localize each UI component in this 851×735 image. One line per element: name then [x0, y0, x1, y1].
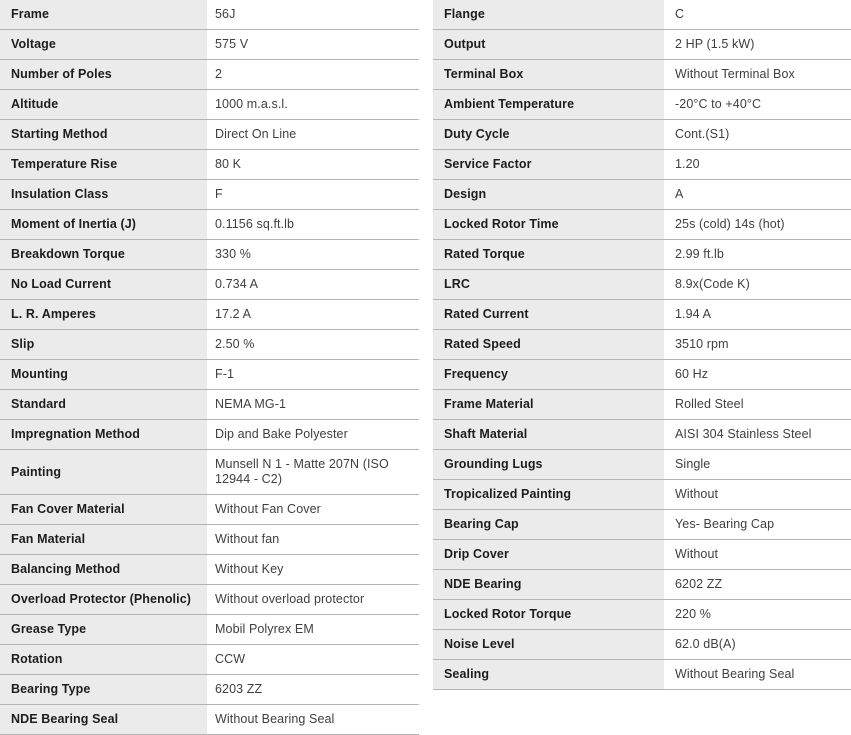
spec-row: [0, 90, 419, 120]
spec-value-cell: Without overload protector: [207, 585, 419, 615]
spec-label-cell: Bearing Cap: [433, 510, 664, 540]
spec-row: [433, 570, 851, 600]
spec-row: [433, 660, 851, 690]
spec-value-cell: F-1: [207, 360, 419, 390]
spec-row: [433, 30, 851, 60]
spec-value-cell: 56J: [207, 0, 419, 30]
spec-value-cell: Cont.(S1): [664, 120, 851, 150]
spec-label-cell: Insulation Class: [0, 180, 207, 210]
spec-value-cell: 0.1156 sq.ft.lb: [207, 210, 419, 240]
spec-label-cell: Moment of Inertia (J): [0, 210, 207, 240]
spec-label-cell: Breakdown Torque: [0, 240, 207, 270]
spec-value-cell: Without Terminal Box: [664, 60, 851, 90]
spec-table-right: [433, 0, 851, 690]
spec-row: [0, 585, 419, 615]
spec-row: [0, 150, 419, 180]
spec-row: [0, 30, 419, 60]
spec-row: [0, 420, 419, 450]
spec-label-cell: Overload Protector (Phenolic): [0, 585, 207, 615]
spec-value-cell: C: [664, 0, 851, 30]
spec-value-cell: F: [207, 180, 419, 210]
spec-label-cell: Sealing: [433, 660, 664, 690]
spec-label-cell: Frequency: [433, 360, 664, 390]
spec-label-cell: NDE Bearing: [433, 570, 664, 600]
spec-value-cell: 2 HP (1.5 kW): [664, 30, 851, 60]
spec-label-cell: Voltage: [0, 30, 207, 60]
spec-value-cell: 330 %: [207, 240, 419, 270]
spec-label-cell: Temperature Rise: [0, 150, 207, 180]
spec-label-cell: Flange: [433, 0, 664, 30]
spec-label-cell: Standard: [0, 390, 207, 420]
spec-label-cell: Painting: [0, 450, 207, 495]
spec-row: [0, 450, 419, 495]
spec-value-cell: Rolled Steel: [664, 390, 851, 420]
spec-row: [0, 0, 419, 30]
spec-label-cell: Bearing Type: [0, 675, 207, 705]
spec-label-cell: Grounding Lugs: [433, 450, 664, 480]
spec-row: [433, 390, 851, 420]
spec-row: [0, 300, 419, 330]
spec-row: [0, 180, 419, 210]
spec-value-cell: NEMA MG-1: [207, 390, 419, 420]
spec-label-cell: Fan Material: [0, 525, 207, 555]
spec-label-cell: Grease Type: [0, 615, 207, 645]
spec-value-cell: AISI 304 Stainless Steel: [664, 420, 851, 450]
spec-value-cell: Without Bearing Seal: [207, 705, 419, 735]
spec-value-cell: Without Key: [207, 555, 419, 585]
spec-value-cell: Without fan: [207, 525, 419, 555]
spec-value-cell: 62.0 dB(A): [664, 630, 851, 660]
spec-row: [0, 270, 419, 300]
spec-label-cell: Rated Speed: [433, 330, 664, 360]
spec-value-cell: Munsell N 1 - Matte 207N (ISO 12944 - C2): [207, 450, 419, 495]
spec-label-cell: LRC: [433, 270, 664, 300]
spec-label-cell: Duty Cycle: [433, 120, 664, 150]
spec-row: [433, 240, 851, 270]
spec-label-cell: Tropicalized Painting: [433, 480, 664, 510]
spec-row: [433, 360, 851, 390]
spec-row: [433, 300, 851, 330]
spec-label-cell: Fan Cover Material: [0, 495, 207, 525]
spec-value-cell: 1.20: [664, 150, 851, 180]
spec-label-cell: Altitude: [0, 90, 207, 120]
spec-value-cell: 0.734 A: [207, 270, 419, 300]
spec-value-cell: Direct On Line: [207, 120, 419, 150]
spec-label-cell: Starting Method: [0, 120, 207, 150]
spec-value-cell: Without Fan Cover: [207, 495, 419, 525]
spec-label-cell: Slip: [0, 330, 207, 360]
spec-value-cell: 220 %: [664, 600, 851, 630]
spec-value-cell: 17.2 A: [207, 300, 419, 330]
spec-value-cell: 6202 ZZ: [664, 570, 851, 600]
spec-label-cell: Shaft Material: [433, 420, 664, 450]
spec-label-cell: Service Factor: [433, 150, 664, 180]
spec-value-cell: 25s (cold) 14s (hot): [664, 210, 851, 240]
spec-value-cell: 2.99 ft.lb: [664, 240, 851, 270]
spec-row: [0, 675, 419, 705]
spec-value-cell: Without Bearing Seal: [664, 660, 851, 690]
spec-row: [433, 180, 851, 210]
spec-label-cell: Locked Rotor Torque: [433, 600, 664, 630]
spec-label-cell: L. R. Amperes: [0, 300, 207, 330]
spec-row: [433, 60, 851, 90]
spec-value-cell: Without: [664, 480, 851, 510]
spec-row: [433, 120, 851, 150]
spec-row: [433, 270, 851, 300]
spec-row: [433, 540, 851, 570]
spec-label-cell: Rotation: [0, 645, 207, 675]
spec-value-cell: Mobil Polyrex EM: [207, 615, 419, 645]
spec-value-cell: 1.94 A: [664, 300, 851, 330]
spec-row: [0, 495, 419, 525]
spec-value-cell: 3510 rpm: [664, 330, 851, 360]
spec-value-cell: 1000 m.a.s.l.: [207, 90, 419, 120]
spec-label-cell: Rated Torque: [433, 240, 664, 270]
spec-label-cell: Frame: [0, 0, 207, 30]
spec-value-cell: CCW: [207, 645, 419, 675]
spec-label-cell: Frame Material: [433, 390, 664, 420]
spec-label-cell: Design: [433, 180, 664, 210]
spec-row: [433, 330, 851, 360]
spec-row: [433, 90, 851, 120]
spec-row: [0, 390, 419, 420]
spec-table-left-body: [0, 0, 419, 735]
spec-row: [433, 600, 851, 630]
spec-row: [0, 555, 419, 585]
spec-row: [0, 120, 419, 150]
spec-table-left: [0, 0, 419, 735]
spec-row: [433, 630, 851, 660]
spec-label-cell: Number of Poles: [0, 60, 207, 90]
spec-value-cell: A: [664, 180, 851, 210]
spec-label-cell: Terminal Box: [433, 60, 664, 90]
spec-row: [0, 60, 419, 90]
spec-label-cell: No Load Current: [0, 270, 207, 300]
spec-label-cell: NDE Bearing Seal: [0, 705, 207, 735]
spec-row: [0, 525, 419, 555]
spec-row: [433, 420, 851, 450]
spec-row: [0, 645, 419, 675]
spec-row: [433, 480, 851, 510]
spec-row: [0, 240, 419, 270]
spec-row: [0, 705, 419, 735]
spec-row: [433, 150, 851, 180]
spec-value-cell: Without: [664, 540, 851, 570]
spec-value-cell: 8.9x(Code K): [664, 270, 851, 300]
spec-value-cell: 6203 ZZ: [207, 675, 419, 705]
spec-row: [433, 510, 851, 540]
spec-label-cell: Impregnation Method: [0, 420, 207, 450]
spec-value-cell: 575 V: [207, 30, 419, 60]
spec-label-cell: Balancing Method: [0, 555, 207, 585]
spec-row: [0, 360, 419, 390]
spec-value-cell: Single: [664, 450, 851, 480]
spec-row: [0, 210, 419, 240]
spec-label-cell: Ambient Temperature: [433, 90, 664, 120]
spec-row: [0, 330, 419, 360]
spec-value-cell: -20°C to +40°C: [664, 90, 851, 120]
spec-row: [0, 615, 419, 645]
spec-table-right-body: [433, 0, 851, 690]
spec-label-cell: Rated Current: [433, 300, 664, 330]
spec-value-cell: 2.50 %: [207, 330, 419, 360]
spec-value-cell: Dip and Bake Polyester: [207, 420, 419, 450]
spec-value-cell: 2: [207, 60, 419, 90]
spec-value-cell: 60 Hz: [664, 360, 851, 390]
spec-value-cell: 80 K: [207, 150, 419, 180]
spec-label-cell: Output: [433, 30, 664, 60]
spec-label-cell: Drip Cover: [433, 540, 664, 570]
spec-row: [433, 450, 851, 480]
spec-label-cell: Locked Rotor Time: [433, 210, 664, 240]
spec-label-cell: Noise Level: [433, 630, 664, 660]
spec-row: [433, 210, 851, 240]
spec-label-cell: Mounting: [0, 360, 207, 390]
spec-value-cell: Yes- Bearing Cap: [664, 510, 851, 540]
spec-row: [433, 0, 851, 30]
